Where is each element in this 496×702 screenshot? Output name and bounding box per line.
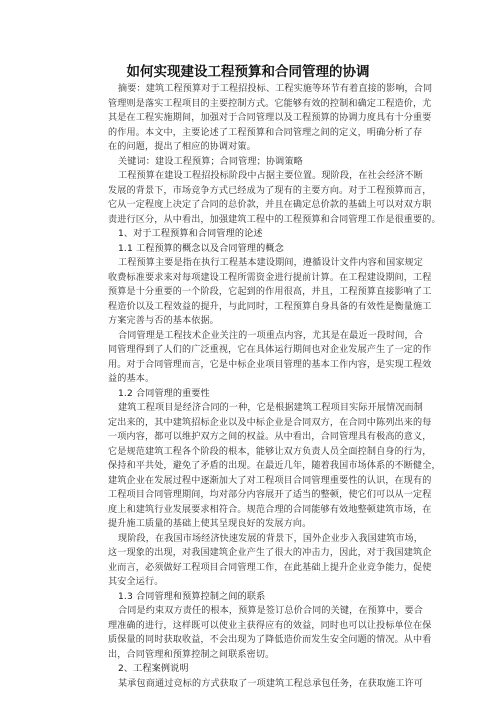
keywords-line: 关键词：建设工程预算；合同管理；协调策略 (118, 157, 303, 167)
paragraph-line: 工程预算主要是指在执行工程基本建设期间，遵循设计文件内容和国家规定 (118, 258, 424, 268)
paragraph-line: 工程项目合同管理期间，均对部分内容展开了适当的整顿，使它们可以从一定程 (108, 490, 432, 500)
paragraph-line: 合同管理是工程技术企业关注的一项重点内容，尤其是在最近一段时间，合 (118, 331, 424, 341)
paragraph-line: 某承包商通过竞标的方式获取了一项建筑工程总承包任务，在获取施工许可 (118, 679, 424, 689)
paragraph-line: 现阶段，在我国市场经济快速发展的背景下，国外企业步入我国建筑市场， (118, 534, 424, 544)
paragraph-line: 同管理得到了人们的广泛重视，它在具体运行期间也对企业发展产生了一定的作 (108, 345, 432, 355)
paragraph-line: 用。对于合同管理而言，它是中标企业项目管理的基本工作内容，是实现工程效 (108, 360, 432, 370)
abstract-line: 在的问题，提出了相应的协调对策。 (108, 142, 256, 152)
paragraph-line: 其安全运行。 (108, 577, 164, 587)
abstract-line: 管理则是落实工程项目的主要控制方式。它能够有效的控制和确定工程造价，尤 (108, 99, 432, 109)
document-title: 如何实现建设工程预算和合同管理的协调 (126, 64, 370, 80)
subsection-heading: 1.2 合同管理的重要性 (118, 389, 210, 399)
paragraph-line: 保持和平共处，避免了矛盾的出现。在最近几年，随着我国市场体系的不断健全， (108, 461, 441, 471)
paragraph-line: 度上和建筑行业发展要求相符合。规范合理的合同能够有效地整顿建筑市场，在 (108, 505, 432, 515)
paragraph-line: 责进行区分，从中看出，加强建筑工程中的工程预算和合同管理工作是很重要的。 (108, 215, 441, 225)
paragraph-line: 它是规范建筑工程各个阶段的根本，能够让双方负责人员全面控制自身的行为， (108, 447, 432, 457)
paragraph-line: 益的基本。 (108, 374, 155, 384)
section-heading: 1、对于工程预算和合同管理的论述 (118, 229, 263, 239)
paragraph-line: 提升施工质量的基础上使其呈现良好的发展方向。 (108, 519, 312, 529)
subsection-heading: 1.3 合同管理和预算控制之间的联系 (118, 592, 266, 602)
paragraph-line: 这一现象的出现，对我国建筑企业产生了很大的冲击力，因此，对于我国建筑企 (108, 548, 432, 558)
abstract-line: 摘要：建筑工程预算对于工程招投标、工程实施等环节有着直接的影响，合同 (118, 84, 433, 94)
paragraph-line: 建筑企业在发展过程中逐渐加大了对工程项目合同管理重要性的认识，在现有的 (108, 476, 432, 486)
paragraph-line: 理准确的进行，这样既可以使业主获得应有的效益，同时也可以让投标单位在保 (108, 621, 432, 631)
paragraph-line: 定出来的，其中建筑招标企业以及中标企业是合同双方，在合同中陈列出来的每 (108, 418, 432, 428)
paragraph-line: 工程预算在建设工程招投标阶段中占据主要位置。现阶段，在社会经济不断 (118, 171, 424, 181)
paragraph-line: 一项内容，都可以维护双方之间的权益。从中看出，合同管理具有极高的意义， (108, 432, 432, 442)
paragraph-line: 预算是十分重要的一个阶段，它起到的作用很高，并且，工程预算直接影响了工 (108, 287, 432, 297)
paragraph-line: 建筑工程项目是经济合同的一种，它是根据建筑工程项目实际开展情况而制 (118, 403, 424, 413)
subsection-heading: 1.1 工程预算的概念以及合同管理的概念 (118, 244, 284, 254)
paragraph-line: 方案完善与否的基本依据。 (108, 316, 219, 326)
paragraph-line: 发展的背景下，市场竞争方式已经成为了现有的主要方向。对于工程预算而言， (108, 186, 432, 196)
paragraph-line: 程造价以及工程效益的提升，与此同时，工程预算自身具备的有效性是衡量施工 (108, 302, 432, 312)
paragraph-line: 收费标准要求来对每项建设工程所需资金进行提前计算。在工程建设期间，工程 (108, 273, 432, 283)
abstract-line: 的作用。本文中，主要论述了工程预算和合同管理之间的定义，明确分析了存 (108, 128, 423, 138)
paragraph-line: 出，合同管理和预算控制之间联系密切。 (108, 650, 275, 660)
section-heading: 2、工程案例说明 (118, 664, 189, 674)
paragraph-line: 质保量的同时获取收益，不会出现为了降低造价而发生安全问题的情况。从中看 (108, 635, 432, 645)
paragraph-line: 合同是约束双方责任的根本，预算是签订总价合同的关键，在预算中，要合 (118, 606, 424, 616)
paragraph-line: 业而言，必须做好工程项目合同管理工作，在此基础上提升企业竞争能力，促使 (108, 563, 432, 573)
abstract-line: 其是在工程实施期间，加强对于合同管理以及工程预算的协调力度具有十分重要 (108, 113, 432, 123)
paragraph-line: 它从一定程度上决定了合同的总价款，并且在确定总价款的基础上可以对双方职 (108, 200, 432, 210)
